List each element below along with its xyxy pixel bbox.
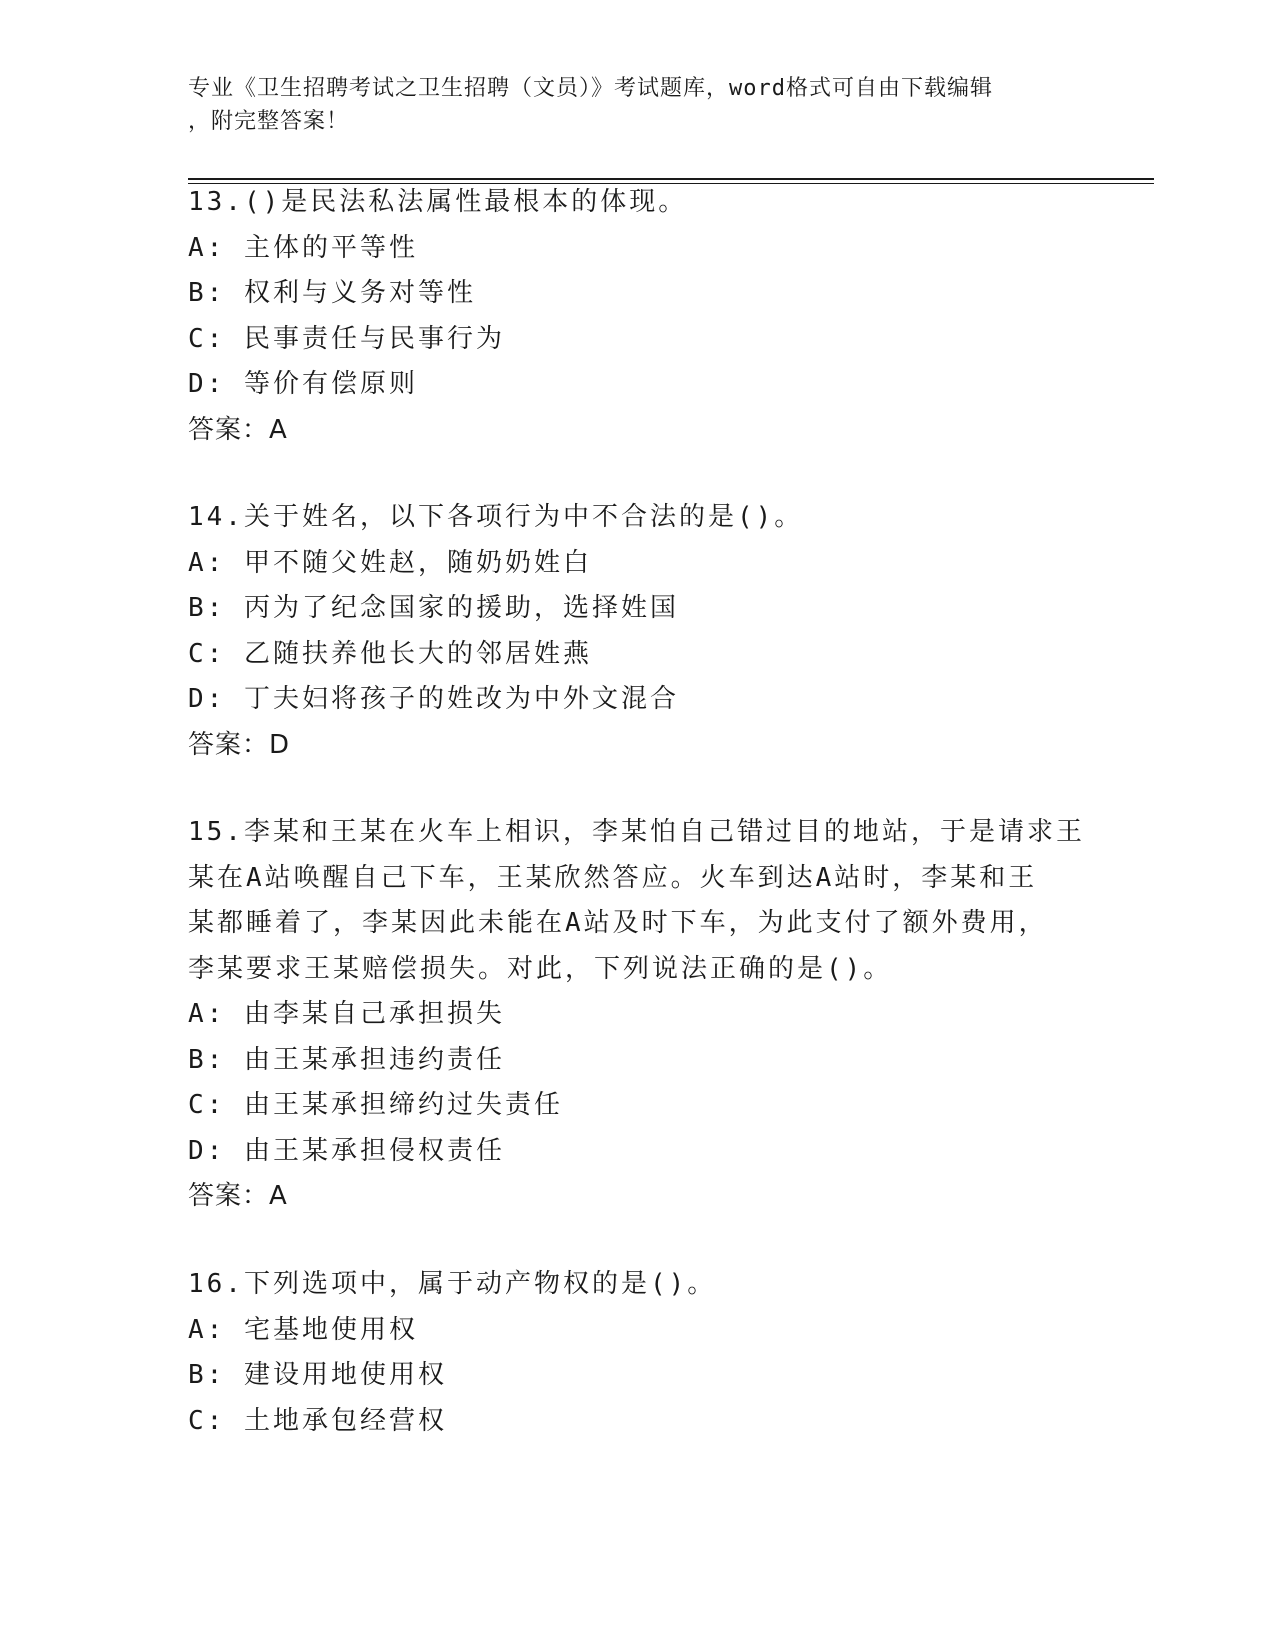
question-stem-line-1: 15.李某和王某在火车上相识，李某怕自己错过目的地站，于是请求王: [188, 817, 1085, 847]
option-b: B: 由王某承担违约责任: [188, 1044, 505, 1075]
option-c: C: 由王某承担缔约过失责任: [188, 1090, 563, 1120]
option-c: C: 民事责任与民事行为: [188, 323, 505, 354]
header-line-2: ，附完整答案！: [188, 109, 350, 134]
answer-label: 答案：A: [188, 1181, 288, 1211]
option-b: B: 丙为了纪念国家的援助，选择姓国: [188, 593, 679, 623]
answer-label: 答案：D: [188, 729, 291, 760]
header-line-1: 专业《卫生招聘考试之卫生招聘（文员）》考试题库，word格式可自由下载编辑: [188, 76, 993, 101]
option-a: A: 由李某自己承担损失: [188, 999, 505, 1029]
option-a: A: 主体的平等性: [188, 232, 418, 263]
question-16: [188, 1262, 1088, 1444]
question-14: [188, 495, 1088, 768]
option-b: B: 建设用地使用权: [188, 1360, 447, 1390]
question-stem-line-2: 某在A站唤醒自己下车，王某欣然答应。火车到达A站时，李某和王: [188, 862, 1038, 893]
option-b: B: 权利与义务对等性: [188, 278, 476, 308]
option-d: D: 由王某承担侵权责任: [188, 1135, 505, 1166]
question-15: [188, 810, 1088, 1220]
question-stem: 14.关于姓名，以下各项行为中不合法的是()。: [188, 502, 804, 532]
answer-label: 答案：A: [188, 414, 288, 445]
question-stem: 16.下列选项中，属于动产物权的是()。: [188, 1269, 717, 1299]
option-c: C: 土地承包经营权: [188, 1405, 447, 1436]
document-header: [188, 72, 1088, 138]
option-d: D: 丁夫妇将孩子的姓改为中外文混合: [188, 684, 679, 714]
question-stem-line-3: 某都睡着了，李某因此未能在A站及时下车，为此支付了额外费用，: [188, 908, 1048, 938]
option-a: A: 甲不随父姓赵，随奶奶姓白: [188, 547, 592, 578]
option-a: A: 宅基地使用权: [188, 1314, 418, 1345]
question-stem-line-4: 李某要求王某赔偿损失。对此，下列说法正确的是()。: [188, 953, 893, 984]
option-d: D: 等价有偿原则: [188, 369, 418, 399]
option-c: C: 乙随扶养他长大的邻居姓燕: [188, 638, 592, 669]
question-stem: 13.()是民法私法属性最根本的体现。: [188, 187, 688, 217]
question-13: [188, 180, 1088, 453]
